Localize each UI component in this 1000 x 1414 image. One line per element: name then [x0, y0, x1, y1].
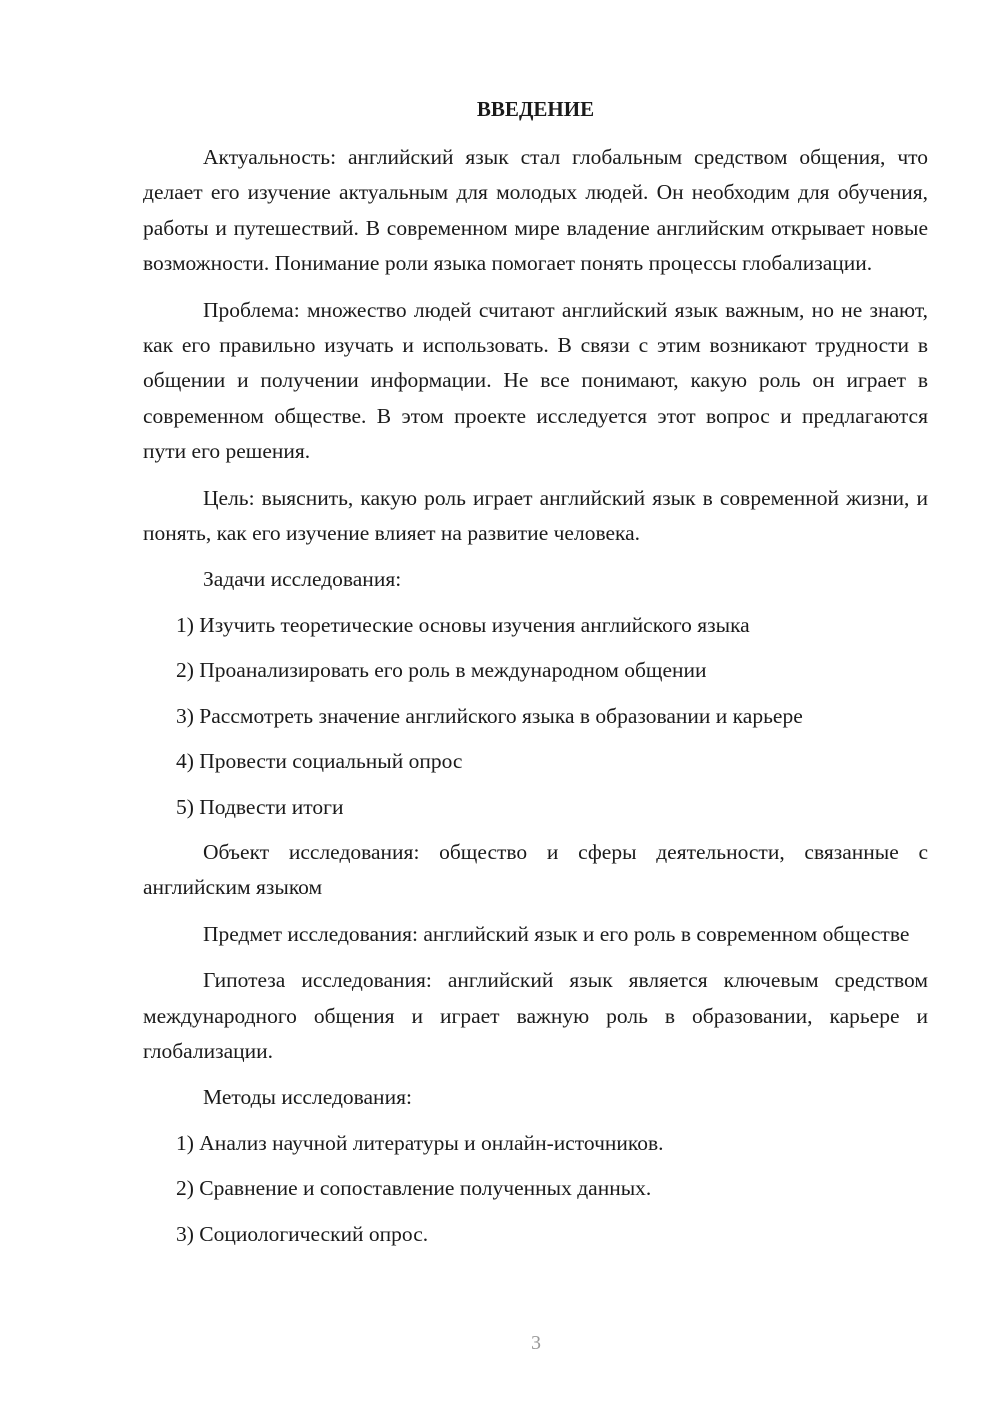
hypothesis-paragraph: Гипотеза исследования: английский язык является ключевым средством международного общения и играет важную роль в образовании, карьере и глобализации. — [143, 968, 928, 1063]
page-title: ВВЕДЕНИЕ — [476, 97, 595, 121]
object-paragraph: Объект исследования: общество и сферы деятельности, связанные с английским языком — [143, 839, 928, 900]
task-item: 4) Провести социальный опрос — [176, 749, 463, 774]
task-item: 3) Рассмотреть значение английского языка в образовании и карьере — [176, 703, 803, 728]
relevance-paragraph: Актуальность: английский язык стал глобальным средством общения, что делает его изучение актуальным для молодых людей. Он необходим для обучения, работы и путешествий. В современном мире владение английским открывает новые возможности. Понимание роли языка помогает понять процессы глобализации. — [143, 145, 928, 276]
methods-list — [143, 1126, 928, 1252]
methods-heading: Методы исследования: — [203, 1085, 412, 1110]
task-item: 2) Проанализировать его роль в международном общении — [176, 658, 707, 683]
task-item: 1) Изучить теоретические основы изучения английского языка — [176, 612, 750, 637]
page-number: 3 — [531, 1332, 541, 1354]
goal-paragraph: Цель: выяснить, какую роль играет английский язык в современной жизни, и понять, как его изучение влияет на развитие человека. — [143, 485, 928, 546]
tasks-heading: Задачи исследования: — [203, 567, 402, 592]
tasks-list — [143, 608, 928, 825]
method-item: 2) Сравнение и сопоставление полученных данных. — [176, 1176, 652, 1201]
method-item: 3) Социологический опрос. — [176, 1221, 429, 1246]
page-content — [143, 94, 928, 1262]
problem-paragraph: Проблема: множество людей считают английский язык важным, но не знают, как его правильно изучать и использовать. В связи с этим возникают трудности в общении и получении информации. Не все понимают, какую роль он играет в современном обществе. В этом проекте исследуется этот вопрос и предлагаются пути его решения. — [143, 297, 928, 464]
subject-paragraph: Предмет исследования: английский язык и его роль в современном обществе — [203, 921, 910, 946]
task-item: 5) Подвести итоги — [176, 794, 344, 819]
method-item: 1) Анализ научной литературы и онлайн-источников. — [176, 1130, 664, 1155]
